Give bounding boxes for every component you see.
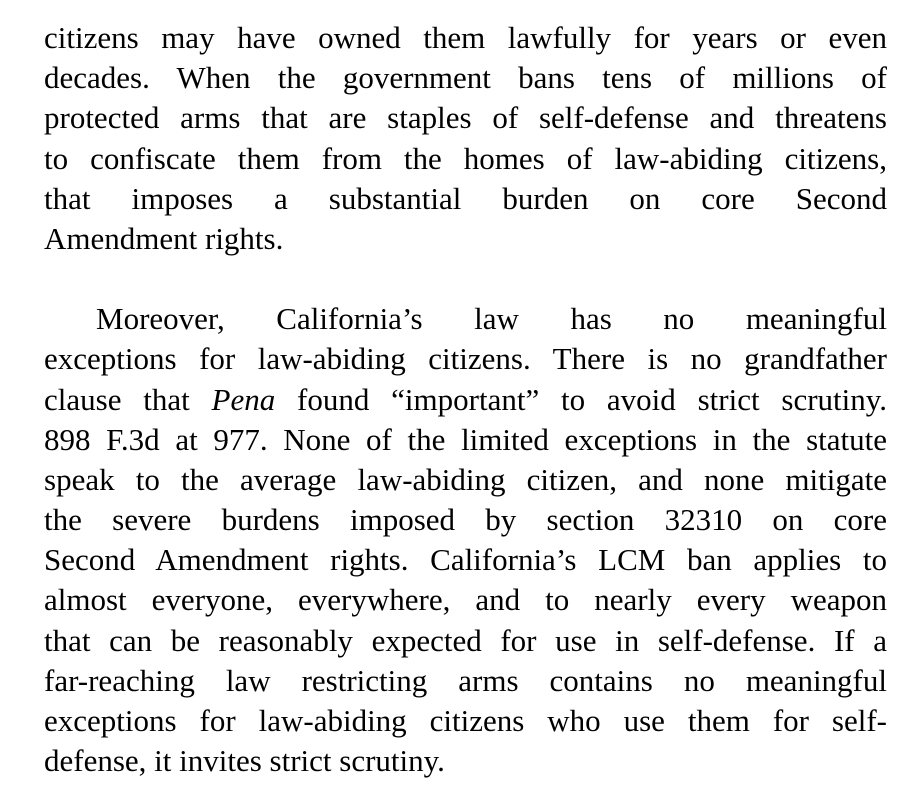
text-line: decades. When the government bans tens of millions of (44, 60, 887, 96)
document-page (44, 18, 887, 781)
text-line: to confiscate them from the homes of law-abiding citizens, (44, 140, 887, 176)
paragraph-2 (44, 299, 887, 781)
text-line: defense, it invites strict scrutiny. (44, 743, 445, 779)
text-line: citizens may have owned them lawfully for years or even (44, 20, 887, 55)
text-line: Moreover, California’s law has no meaningful (96, 301, 887, 337)
text-line: almost everyone, everywhere, and to nearly every weapon (44, 582, 887, 618)
text-line: that imposes a substantial burden on core Second (44, 180, 887, 216)
text-line: Second Amendment rights. California’s LCM ban applies to (44, 542, 887, 578)
text-line: 898 F.3d at 977. None of the limited exceptions in the statute (44, 421, 887, 457)
text-line: exceptions for law-abiding citizens who use them for self- (44, 703, 887, 738)
text-line: speak to the average law-abiding citizen, and none mitigate (44, 461, 887, 497)
text-line: the severe burdens imposed by section 32310 on core (44, 502, 887, 538)
paragraph-1 (44, 18, 887, 259)
text-line: exceptions for law-abiding citizens. There is no grandfather (44, 341, 887, 377)
text-line: Amendment rights. (44, 220, 284, 256)
case-citation-italic: Pena (211, 381, 276, 417)
text-line: far-reaching law restricting arms contains no meaningful (44, 662, 887, 698)
text-line: that can be reasonably expected for use in self-defense. If a (44, 622, 887, 658)
text-line-with-citation: clause that Pena found “important” to avoid strict scrutiny. (44, 381, 887, 417)
text-line: protected arms that are staples of self-defense and threatens (44, 100, 887, 136)
